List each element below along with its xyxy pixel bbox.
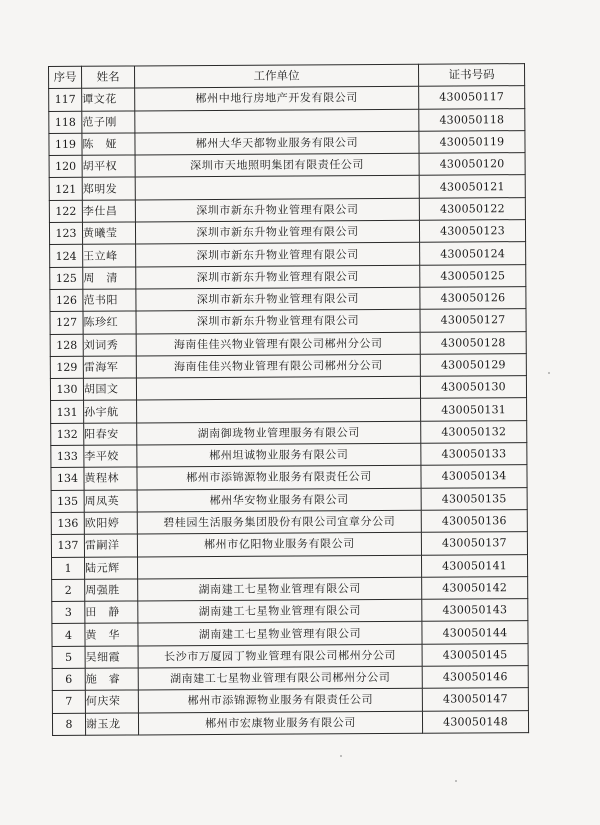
certificate-number-cell: 430050146 — [422, 666, 528, 689]
certificate-roster-table — [48, 63, 529, 736]
name-cell: 雷海军 — [83, 356, 136, 379]
work-unit-cell: 深圳市新东升物业管理有限公司 — [136, 243, 420, 267]
serial-number-cell: 127 — [50, 312, 83, 334]
table-row — [51, 465, 527, 490]
serial-number-cell: 4 — [52, 624, 85, 646]
table-row — [52, 710, 528, 735]
serial-number-cell: 125 — [50, 267, 83, 289]
certificate-number-cell: 430050128 — [420, 331, 526, 354]
work-unit-cell: 郴州市亿阳物业服务有限公司 — [137, 532, 421, 556]
table-row — [49, 130, 525, 155]
work-unit-cell: 深圳市新东升物业管理有限公司 — [135, 220, 419, 244]
certificate-number-cell: 430050118 — [419, 108, 525, 131]
header-name: 姓名 — [82, 66, 135, 89]
certificate-number-cell: 430050119 — [419, 130, 525, 153]
serial-number-cell: 137 — [51, 535, 84, 557]
work-unit-cell: 海南佳佳兴物业管理有限公司郴州分公司 — [136, 332, 420, 356]
name-cell: 田 静 — [85, 601, 138, 624]
serial-number-cell: 134 — [51, 468, 84, 490]
table-row — [51, 398, 527, 423]
certificate-number-cell: 430050130 — [420, 376, 526, 399]
name-cell: 郑明发 — [82, 177, 135, 200]
table-row — [52, 688, 528, 713]
serial-number-cell: 122 — [49, 200, 82, 222]
table-row — [50, 353, 526, 378]
work-unit-cell — [137, 555, 421, 579]
name-cell: 陈珍红 — [83, 311, 136, 334]
work-unit-cell: 湖南建工七星物业管理有限公司 — [138, 622, 422, 646]
table-row — [49, 175, 525, 200]
serial-number-cell: 2 — [52, 579, 85, 601]
table-row — [49, 197, 525, 222]
work-unit-cell: 郴州市宏康物业服务有限公司 — [138, 711, 422, 735]
work-unit-cell: 深圳市新东升物业管理有限公司 — [136, 265, 420, 289]
work-unit-cell: 碧桂园生活服务集团股份有限公司宜章分公司 — [137, 510, 421, 534]
certificate-number-cell: 430050145 — [422, 643, 528, 666]
name-cell: 欧阳婷 — [84, 512, 137, 535]
serial-number-cell: 120 — [49, 155, 82, 177]
table-row — [52, 643, 528, 668]
serial-number-cell: 126 — [50, 289, 83, 311]
name-cell: 周强胜 — [85, 579, 138, 602]
serial-number-cell: 121 — [49, 178, 82, 200]
work-unit-cell: 湖南御珑物业管理服务有限公司 — [137, 421, 421, 445]
work-unit-cell: 郴州市添锦源物业服务有限责任公司 — [138, 689, 422, 713]
certificate-number-cell: 430050125 — [420, 264, 526, 287]
name-cell: 施 睿 — [85, 668, 138, 691]
header-work-unit: 工作单位 — [135, 64, 419, 88]
name-cell: 孙宇航 — [84, 400, 137, 423]
name-cell: 胡平权 — [82, 155, 135, 178]
table-row — [52, 666, 528, 691]
table-row — [50, 287, 526, 312]
name-cell: 雷嗣洋 — [84, 534, 137, 557]
name-cell: 刘词秀 — [83, 334, 136, 357]
certificate-number-cell: 430050133 — [421, 443, 527, 466]
name-cell: 陆元辉 — [84, 556, 137, 579]
certificate-number-cell: 430050122 — [419, 197, 525, 220]
certificate-number-cell: 430050141 — [421, 554, 527, 577]
certificate-number-cell: 430050131 — [421, 398, 527, 421]
certificate-number-cell: 430050123 — [419, 220, 525, 243]
serial-number-cell: 1 — [51, 557, 84, 579]
certificate-number-cell: 430050126 — [420, 287, 526, 310]
certificate-number-cell: 430050121 — [419, 175, 525, 198]
table-row — [50, 376, 526, 401]
table-row — [50, 264, 526, 289]
certificate-number-cell: 430050134 — [421, 465, 527, 488]
serial-number-cell: 130 — [50, 378, 83, 400]
work-unit-cell: 深圳市新东升物业管理有限公司 — [135, 198, 419, 222]
name-cell: 何庆荣 — [85, 690, 138, 713]
serial-number-cell: 3 — [52, 601, 85, 623]
work-unit-cell: 深圳市天地照明集团有限责任公司 — [135, 153, 419, 177]
table-row — [49, 108, 525, 133]
certificate-number-cell: 430050129 — [420, 353, 526, 376]
work-unit-cell: 海南佳佳兴物业管理有限公司郴州分公司 — [136, 354, 420, 378]
work-unit-cell: 湖南建工七星物业管理有限公司 — [138, 577, 422, 601]
name-cell: 谭文花 — [82, 88, 135, 111]
serial-number-cell: 133 — [51, 445, 84, 467]
name-cell: 周 清 — [83, 267, 136, 290]
table-row — [51, 487, 527, 512]
name-cell: 黄程林 — [84, 467, 137, 490]
table-row — [51, 510, 527, 535]
work-unit-cell — [135, 109, 419, 133]
serial-number-cell: 136 — [51, 512, 84, 534]
certificate-number-cell: 430050137 — [421, 532, 527, 555]
certificate-number-cell: 430050127 — [420, 309, 526, 332]
table-row — [52, 621, 528, 646]
name-cell: 周凤英 — [84, 490, 137, 513]
work-unit-cell: 湖南建工七星物业管理有限公司 — [138, 599, 422, 623]
serial-number-cell: 119 — [49, 133, 82, 155]
work-unit-cell: 郴州华安物业服务有限公司 — [137, 488, 421, 512]
work-unit-cell — [137, 399, 421, 423]
header-certificate-number: 证书号码 — [418, 64, 524, 87]
table-row — [51, 532, 527, 557]
certificate-number-cell: 430050136 — [421, 510, 527, 533]
table-row — [50, 242, 526, 267]
serial-number-cell: 6 — [52, 668, 85, 690]
table-row — [51, 420, 527, 445]
name-cell: 阳春安 — [84, 423, 137, 446]
table-row — [49, 220, 525, 245]
certificate-number-cell: 430050148 — [422, 710, 528, 733]
certificate-number-cell: 430050135 — [421, 487, 527, 510]
table-row — [50, 309, 526, 334]
scan-speck — [548, 372, 550, 374]
scan-speck — [455, 780, 457, 782]
serial-number-cell: 7 — [52, 691, 85, 713]
table-row — [50, 331, 526, 356]
certificate-number-cell: 430050142 — [422, 576, 528, 599]
name-cell: 王立峰 — [83, 244, 136, 267]
work-unit-cell: 郴州中地行房地产开发有限公司 — [135, 87, 419, 111]
header-serial-number: 序号 — [49, 66, 82, 88]
certificate-number-cell: 430050144 — [422, 621, 528, 644]
serial-number-cell: 132 — [51, 423, 84, 445]
work-unit-cell: 深圳市新东升物业管理有限公司 — [136, 287, 420, 311]
certificate-number-cell: 430050120 — [419, 153, 525, 176]
serial-number-cell: 131 — [51, 401, 84, 423]
serial-number-cell: 8 — [52, 713, 85, 735]
certificate-number-cell: 430050132 — [421, 420, 527, 443]
serial-number-cell: 118 — [49, 111, 82, 133]
name-cell: 谢玉龙 — [85, 713, 138, 736]
serial-number-cell: 123 — [49, 222, 82, 244]
serial-number-cell: 128 — [50, 334, 83, 356]
work-unit-cell: 郴州大华天都物业服务有限公司 — [135, 131, 419, 155]
table-row — [49, 86, 525, 111]
scan-speck — [340, 755, 342, 757]
name-cell: 陈 娅 — [82, 133, 135, 156]
work-unit-cell — [135, 176, 419, 200]
name-cell: 黄曦莹 — [82, 222, 135, 245]
work-unit-cell: 郴州市添锦源物业服务有限责任公司 — [137, 466, 421, 490]
certificate-number-cell: 430050124 — [420, 242, 526, 265]
name-cell: 李平姣 — [84, 445, 137, 468]
table-row — [49, 153, 525, 178]
name-cell: 黄 华 — [85, 623, 138, 646]
work-unit-cell: 湖南建工七星物业管理有限公司郴州分公司 — [138, 666, 422, 690]
table-row — [52, 576, 528, 601]
serial-number-cell: 124 — [50, 245, 83, 267]
certificate-number-cell: 430050117 — [419, 86, 525, 109]
certificate-number-cell: 430050143 — [422, 599, 528, 622]
serial-number-cell: 135 — [51, 490, 84, 512]
serial-number-cell: 129 — [50, 356, 83, 378]
name-cell: 范子刚 — [82, 111, 135, 134]
work-unit-cell: 深圳市新东升物业管理有限公司 — [136, 309, 420, 333]
work-unit-cell: 郴州坦诚物业服务有限公司 — [137, 443, 421, 467]
table-header-row — [49, 64, 525, 89]
work-unit-cell: 长沙市万厦园丁物业管理有限公司郴州分公司 — [138, 644, 422, 668]
table-body — [49, 86, 529, 736]
serial-number-cell: 5 — [52, 646, 85, 668]
name-cell: 范书阳 — [83, 289, 136, 312]
name-cell: 李仕昌 — [82, 200, 135, 223]
name-cell: 吴细霞 — [85, 646, 138, 669]
name-cell: 胡国文 — [83, 378, 136, 401]
table-row — [52, 599, 528, 624]
table-row — [51, 554, 527, 579]
work-unit-cell — [136, 376, 420, 400]
table-row — [51, 443, 527, 468]
certificate-number-cell: 430050147 — [422, 688, 528, 711]
serial-number-cell: 117 — [49, 89, 82, 111]
